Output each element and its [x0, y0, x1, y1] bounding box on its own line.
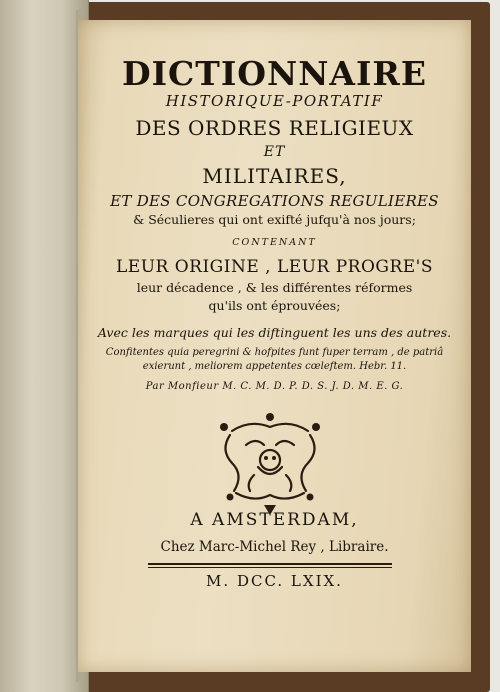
book-subtitle: HISTORIQUE-PORTATIF [165, 92, 384, 110]
title-line-marques: Avec les marques qui les diftinguent les uns des autres. [97, 325, 452, 340]
divider-rule [148, 563, 392, 565]
book-title: DICTIONNAIRE [121, 54, 427, 93]
title-line-militaires: MILITAIRES, [202, 164, 347, 188]
title-line-eprouvees: qu'ils ont éprouvées; [208, 298, 341, 313]
epigraph-line-2: exierunt , meliorem appetentes cœleftem. Hebr. 11. [142, 361, 407, 372]
epigraph-line-1: Confitentes quia peregrini & hofpites funt fuper terram , de patriâ [105, 347, 444, 358]
book-cover [0, 0, 89, 692]
imprint-place: A AMSTERDAM, [190, 510, 359, 530]
title-line-decadence: leur décadence , & les différentes réformes [136, 280, 413, 295]
imprint-year: M. DCC. LXIX. [206, 572, 343, 590]
title-line-seculieres: & Séculieres qui ont exifté jufqu'à nos jours; [133, 212, 416, 227]
title-line-contenant: CONTENANT [232, 237, 317, 248]
title-line-origine: LEUR ORIGINE , LEUR PROGRE'S [116, 257, 433, 277]
title-page [78, 20, 471, 672]
title-line-et: ET [263, 144, 286, 160]
floral-vignette-icon [210, 405, 330, 517]
divider-rule-thin [148, 567, 392, 568]
imprint-publisher: Chez Marc-Michel Rey , Libraire. [160, 539, 389, 555]
author-line: Par Monfieur M. C. M. D. P. D. S. J. D. M. E. G. [145, 381, 404, 392]
title-line-ordres: DES ORDRES RELIGIEUX [135, 116, 414, 140]
title-line-congregations: ET DES CONGREGATIONS REGULIERES [110, 192, 439, 210]
